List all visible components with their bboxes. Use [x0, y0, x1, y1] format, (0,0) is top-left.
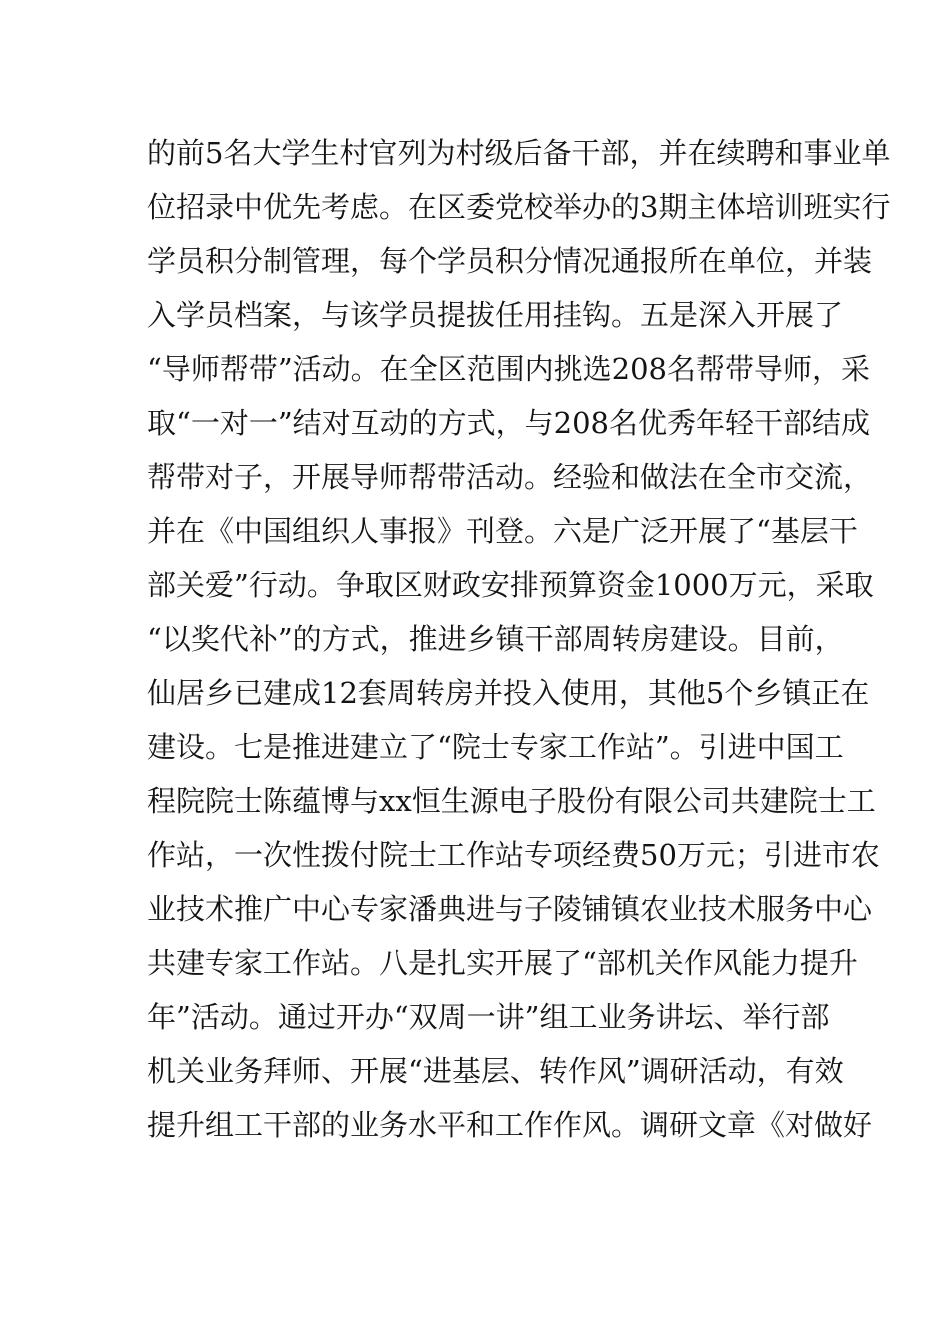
text-line-12: 建设。七是推进建立了“院士专家工作站”。引进中国工 — [147, 730, 844, 764]
text-line-19: 提升组工干部的业务水平和工作作风。调研文章《对做好 — [147, 1108, 873, 1142]
text-line-8: 并在《中国组织人事报》刊登。六是广泛开展了“基层干 — [147, 514, 858, 548]
text-line-16: 共建专家工作站。八是扎实开展了“部机关作风能力提升 — [147, 946, 858, 980]
text-line-3: 学员积分制管理，每个学员积分情况通报所在单位，并装 — [147, 244, 873, 278]
body-paragraph — [147, 130, 891, 1156]
text-line-2: 位招录中优先考虑。在区委党校举办的3期主体培训班实行 — [147, 190, 891, 224]
text-line-11: 仙居乡已建成12套周转房并投入使用，其他5个乡镇正在 — [147, 676, 870, 710]
text-line-17: 年”活动。通过开办“双周一讲”组工业务讲坛、举行部 — [147, 1000, 830, 1034]
text-line-18: 机关业务拜师、开展“进基层、转作风”调研活动，有效 — [147, 1054, 844, 1088]
text-line-9: 部关爱”行动。争取区财政安排预算资金1000万元，采取 — [147, 568, 874, 602]
text-line-15: 业技术推广中心专家潘典进与子陵铺镇农业技术服务中心 — [147, 892, 873, 926]
text-line-13: 程院院士陈蕴博与xx恒生源电子股份有限公司共建院士工 — [147, 784, 876, 818]
text-line-4: 入学员档案，与该学员提拔任用挂钩。五是深入开展了 — [147, 298, 844, 332]
text-line-1: 的前5名大学生村官列为村级后备干部，并在续聘和事业单 — [147, 136, 891, 170]
text-line-10: “以奖代补”的方式，推进乡镇干部周转房建设。目前， — [147, 622, 844, 656]
text-line-14: 作站，一次性拨付院士工作站专项经费50万元；引进市农 — [147, 838, 880, 872]
text-line-6: 取“一对一”结对互动的方式，与208名优秀年轻干部结成 — [147, 406, 871, 440]
text-line-7: 帮带对子，开展导师帮带活动。经验和做法在全市交流， — [147, 460, 873, 494]
text-line-5: “导师帮带”活动。在全区范围内挑选208名帮带导师，采 — [147, 352, 871, 386]
